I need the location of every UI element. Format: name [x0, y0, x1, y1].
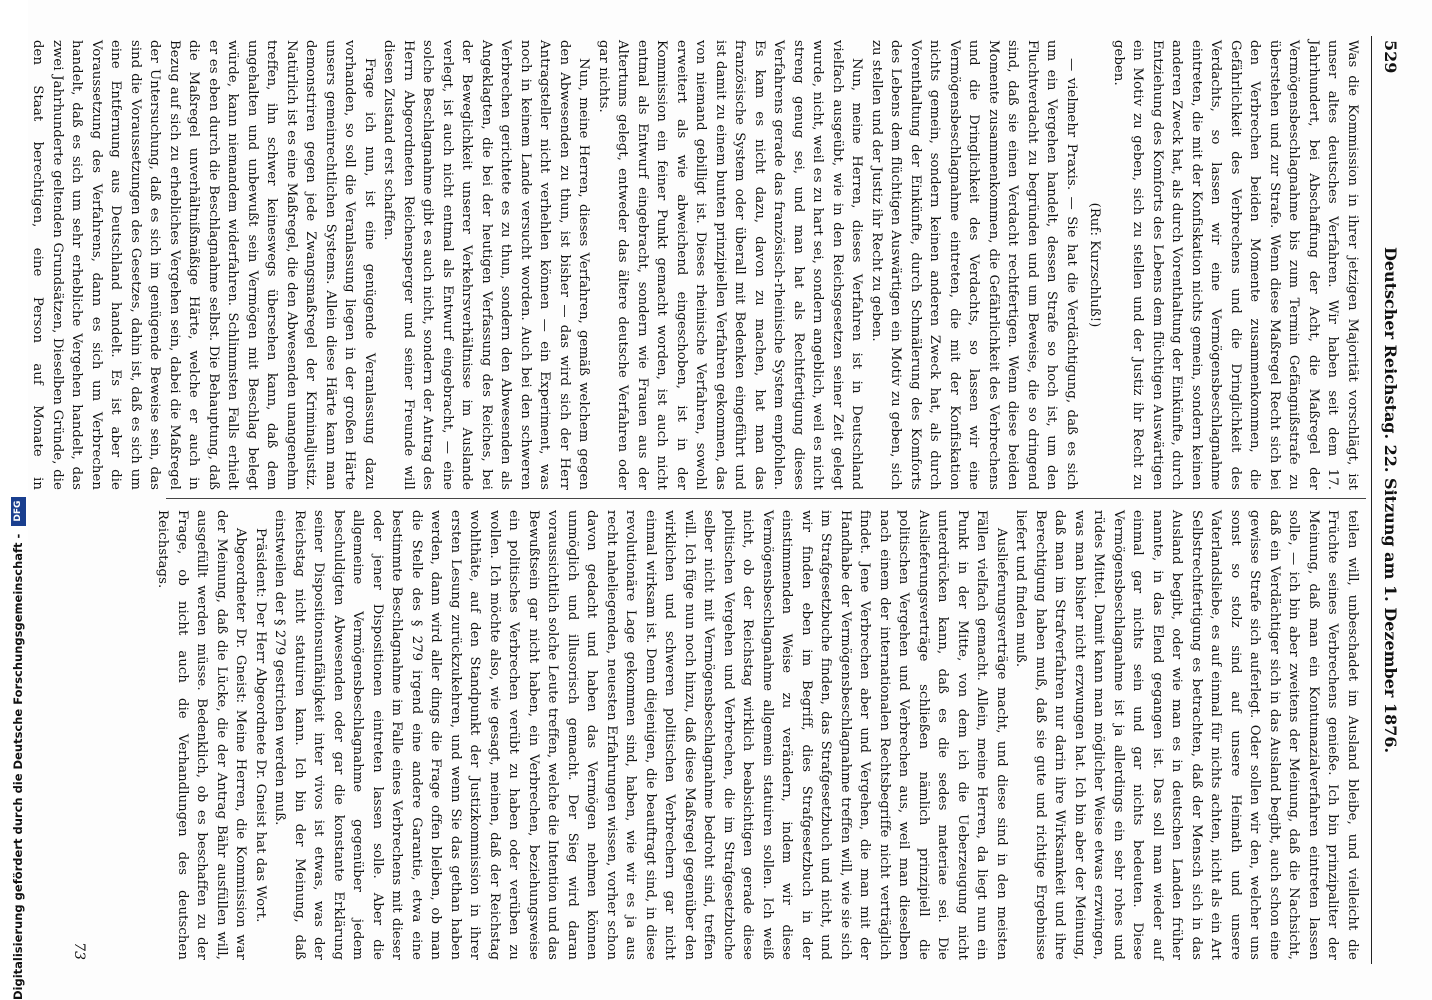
footer-credit-text: Digitalisierung gefördert durch die Deutsche Forschungsgemeinschaft - — [11, 533, 25, 1000]
right-paragraph: Präsident: Der Herr Abgeordnete Dr. Gneist hat das Wort. — [253, 528, 268, 923]
sheet-signature: 73 — [71, 942, 87, 960]
left-paragraph: Nun, meine Herren, dieses Verfahren ist in Deutschland vielfach ausgeübt, wie in den Reichsgesetzen seiner Zeit gelegt wurde, nicht, weil es zu hart sei, sondern angeblich, weil es nicht streng genug sei, und man hat als Rechtfertigung dieses Verfahrens gerade das französisch-rheinische System empfohlen. Es kam es nicht dazu, davon zu machen, hat man das französische System oder überall mit Bedenken eingeführt und ist damit zu einem bunten prinzipiellen Verfahren gekommen, das von niemand gebilligt ist. Dieses rheinische Verfahren, sowohl erweitert als wie abweichend eingeschoben, ist in der Kommission ein feiner Punkt gemacht worden, ist auch nicht entmal als Entwurf eingebracht, sondern wie Frauen aus der Altertums gelegt, entweder das ältere deutsche Verfahren oder gar nichts. — [596, 40, 865, 490]
footer-credit — [6, 0, 30, 1000]
header-rule — [1371, 36, 1372, 964]
left-paragraph: (Ruf: Kurzschluß!) — [1087, 202, 1103, 328]
right-column — [142, 510, 1362, 960]
left-paragraph: Nun, meine Herren, dieses Verfahren, gemäß welchem gegen den Abwesenden zu thun, ist bisher — das wird sich der Herr Antragsteller nicht verhehlen können — ein Experiment, was noch in keinem Lande versucht worden. Auch bei den schweren Verbrechen gerichtete es zu thun, sondern den Abwesenden als Angeklagten, die bei der heutigen Verfassung des Reiches, bei der Beweglichkeit unserer Verkehrsverhältnisse im Auslande verlegt, ist auch nicht entmal als Entwurf eingebracht, — eine solche Beschlagnahme gibt es auch nicht, sondern der Antrag des Herrn Abgeordneten Reichensperger und seiner Freunde will diesen Zustand erst schaffen. — [381, 40, 592, 490]
right-paragraph: teilen will, unbeschadet im Ausland bleibe, und vielleicht die Früchte seines Verbrechens genieße. Ich bin prinzipaliter der Meinung, daß man ein Kontumazialverfahren eintreten lassen solle, — ich bin aber zweitens der Meinung, daß die Nachsicht, daß ein Verdächtiger sich in das Ausland begibt, auch schon eine gewisse Strafe sich auferlegt. Oder sollen wir den, welcher uns sonst so stolz sind auf unsere Heimath und unsere Vaterlandsliebe, es auf einmal für nichts achten, nicht als ein Art Selbstrechtfertigung es betrachten, daß der Mensch sich in das Ausland begibt, oder wie man es in deutschen Landen früher nannte, in das Elend gegangen ist. Das soll man wieder auf einmal gar nichts sein und gar nichts bedeuten. Diese Vermögensbeschlagnahme ist ja allerdings ein sehr rohes und rüdes Mittel. Damit kann man möglicher Weise etwas erzwingen, was man bisher nicht erzwungen hat. Ich bin aber der Meinung, daß man im Strafverfahren nur darin ihre Wirksamkeit und ihre Berechtigung haben muß, daß sie gute und richtige Ergebnisse liefert und finden muß. — [1013, 510, 1360, 960]
left-column — [30, 40, 1362, 490]
page-header — [1378, 40, 1404, 960]
right-paragraph: Auslieferungsverträge macht, und diese sind in den meisten Fällen vielfach gemacht. Allein, meine Herren, da liegt nun ein Punkt in der Mitte, von dem ich die Ueberzeugung nicht unterdrücken kann, daß es die sedes materiae sei. Die Auslieferungsverträge schließen nämlich prinzipiell die politischen Vergehen und Verbrechen aus, weil man dieselben nach einem der internationalen Rechtsbegriffe nicht verträglich findet. Jene Verbrechen aber und Vergehen, die man mit der Handhabe der Vermögensbeschlagnahme treffen will, wie sie sich im Strafgesetzbuche finden, das Strafgesetzbuch und nicht, und wir finden eben im Begriff, dies Strafgesetzbuch in der einstimmenden Weise zu verändern, indem wir diese Vermögensbeschlagnahme allgemein statuiren sollen. Ich weiß nicht, ob der Reichstag wirklich beabsichtigen gerade diese politischen Vergehen und Verbrechen, die im Strafgesetzbuche selber nicht mit Vermögensbeschlagnahme bedroht sind, treffen will. Ich füge nun noch hinzu, daß diese Maßregel gegenüber den wirklichen und schweren politischen Verbrechern gar nicht einmal wirksam ist. Denn diejenigen, die beauftragt sind, in diese revolutionäre Lage gekommen sind, haben, wie wir es ja aus recht naheliegenden, neuesten Erfahrungen wissen, vorher schon davon gedacht und haben das Vermögen nehmen können unmöglich und illusorisch gemacht. Der Sieg wird daran voraussichtlich solche Leute treffen, welche die Intention und das Bewußtsein gar nicht haben, ein Verbrechen, beziehungsweise ein politisches Verbrechen verübt zu haben oder verüben zu wollen. Ich möchte also, wie gesagt, meinen, daß der Reichstag wohlthäte, auf den Standpunkt der Justizkommission in ihrer ersten Lesung zurückzukehren, und wenn Sie das gethan haben werden, dann wird aller dings die Frage offen bleiben, ob man die Stelle des § 279 irgend eine andere Garantie, etwa eine bestimmte Beschlagnahme im Falle eines Verbrechens mit dieser oder jener Dispositionen eintreten lassen solle. Aber die allgemeine Vermögensbeschlagnahme gegenüber jedem beschuldigten Abwesenden oder gar die konstante Erklärung seiner Dispositionsunfähigkeit inter vivos ist etwas, was der Reichstag nicht statuiren kann. Ich bin der Meinung, daß einstweilen der § 279 gestrichen werden muß. — [272, 510, 1009, 960]
left-paragraph: — vielmehr Praxis. — Sie hat die Verdächtigung, daß es sich um ein Vergehen handelt, dessen Strafe so hoch ist, um den Fluchtverdacht zu begründen und um Beweise, die so dringend sind, daß sie einen Verdacht rechtfertigen. Wenn diese beiden Momente zusammenkommen, die Gefährlichkeit des Verbrechens und die Dringlichkeit des Verdachts, so lassen wir eine Vermögensbeschlagnahme eintreten, die mit der Konfiskation nichts gemein, sondern keinen anderen Zweck hat, als durch Vorenthaltung der Einkünfte, durch Schmälerung des Komforts des Lebens dem flüchtigen Auswärtigen ein Motiv zu geben, sich zu stellen und der Justiz ihr Recht zu geben. — [869, 40, 1079, 490]
left-paragraph: Frage ich nun, ist eine genügende Veranlassung dazu vorhanden, so soll die Veranlassung liegen in der großen Härte unsers gemeinrechtlichen Systems. Allein diese Härte kann man demonstriren gegen jede Zwangsmaßregel der Kriminaljustiz. Natürlich ist es eine Maßregel, die den Abwesenden unangenehm treffen, ihn schwer keineswegs übersehen kann, daß dem ungehalten und unbewußt sein Vermögen mit Beschlag belegt würde, kann niemandem widerfahren. Schlimmsten Falls erhielt er es eben durch die Beschlagnahme selbst. Die Behauptung, daß die Maßregel unverhältnißmäßige Härte, welche er auch in Bezug auf sich zu erhebliches Vergehen sein, dabei die Maßregel der Untersuchung, daß es sich im genügende Beweise sein, das sind die Voraussetzungen des Gesetzes, dahin ist, daß es sich um eine Entfernung aus Deutschland handelt. Es ist aber die Voraussetzung des Verfahrens, dann es sich um Verbrechen handelt, daß es sich um sehr erhebliche Vergehen handelt, das zwei Jahrhunderte geltenden Grundsätzen, Dieselben Gründe, die den Staat berechtigen, eine Person auf Monate in — [30, 40, 377, 490]
dfg-logo-icon: DFG — [11, 497, 26, 526]
right-paragraph: Abgeordneter Dr. Gneist: Meine Herren, die Kommission war der Meinung, daß die Lücke, die der Antrag Bähr ausfüllen will, ausgefüllt werden müsse. Bedenklich, ob es beschaffen zu der Frage, ob nicht auch die Verhandlungen des deutschen Reichstags. — [155, 510, 249, 960]
page-title: Deutscher Reichstag. 22. Sitzung am 1. Dezember 1876. — [1381, 246, 1401, 754]
footer-strip — [0, 0, 28, 1000]
page-header-left: 529 — [1381, 40, 1401, 74]
left-paragraph: Was die Kommission in ihrer jetzigen Majorität vorschlägt, ist unser altes deutsches Verfahren. Wir haben seit dem 17. Jahrhundert, bei Abschaffung der Acht, die Maßregel der Vermögensbeschlagnahme bis zum Termin Gefängnißstrafe zu überstehen und zur Strafe. Wenn diese Maßregel Recht sich bei den Verbrechen beiden Momente zusammenkommen, die Gefährlichkeit des Verbrechens und die Dringlichkeit des Verdachts, so lassen wir eine Vermögensbeschlagnahme eintreten, die mit der Konfiskation nichts gemein, sondern keinen anderen Zweck hat, als durch Vorenthaltung der Einkünfte, durch Entziehung des Komforts des Lebens dem flüchtigen Auswärtigen ein Motiv zu geben, sich zu stellen und der Justiz ihr Recht zu geben. — [1111, 40, 1360, 490]
column-divider — [166, 498, 1366, 499]
